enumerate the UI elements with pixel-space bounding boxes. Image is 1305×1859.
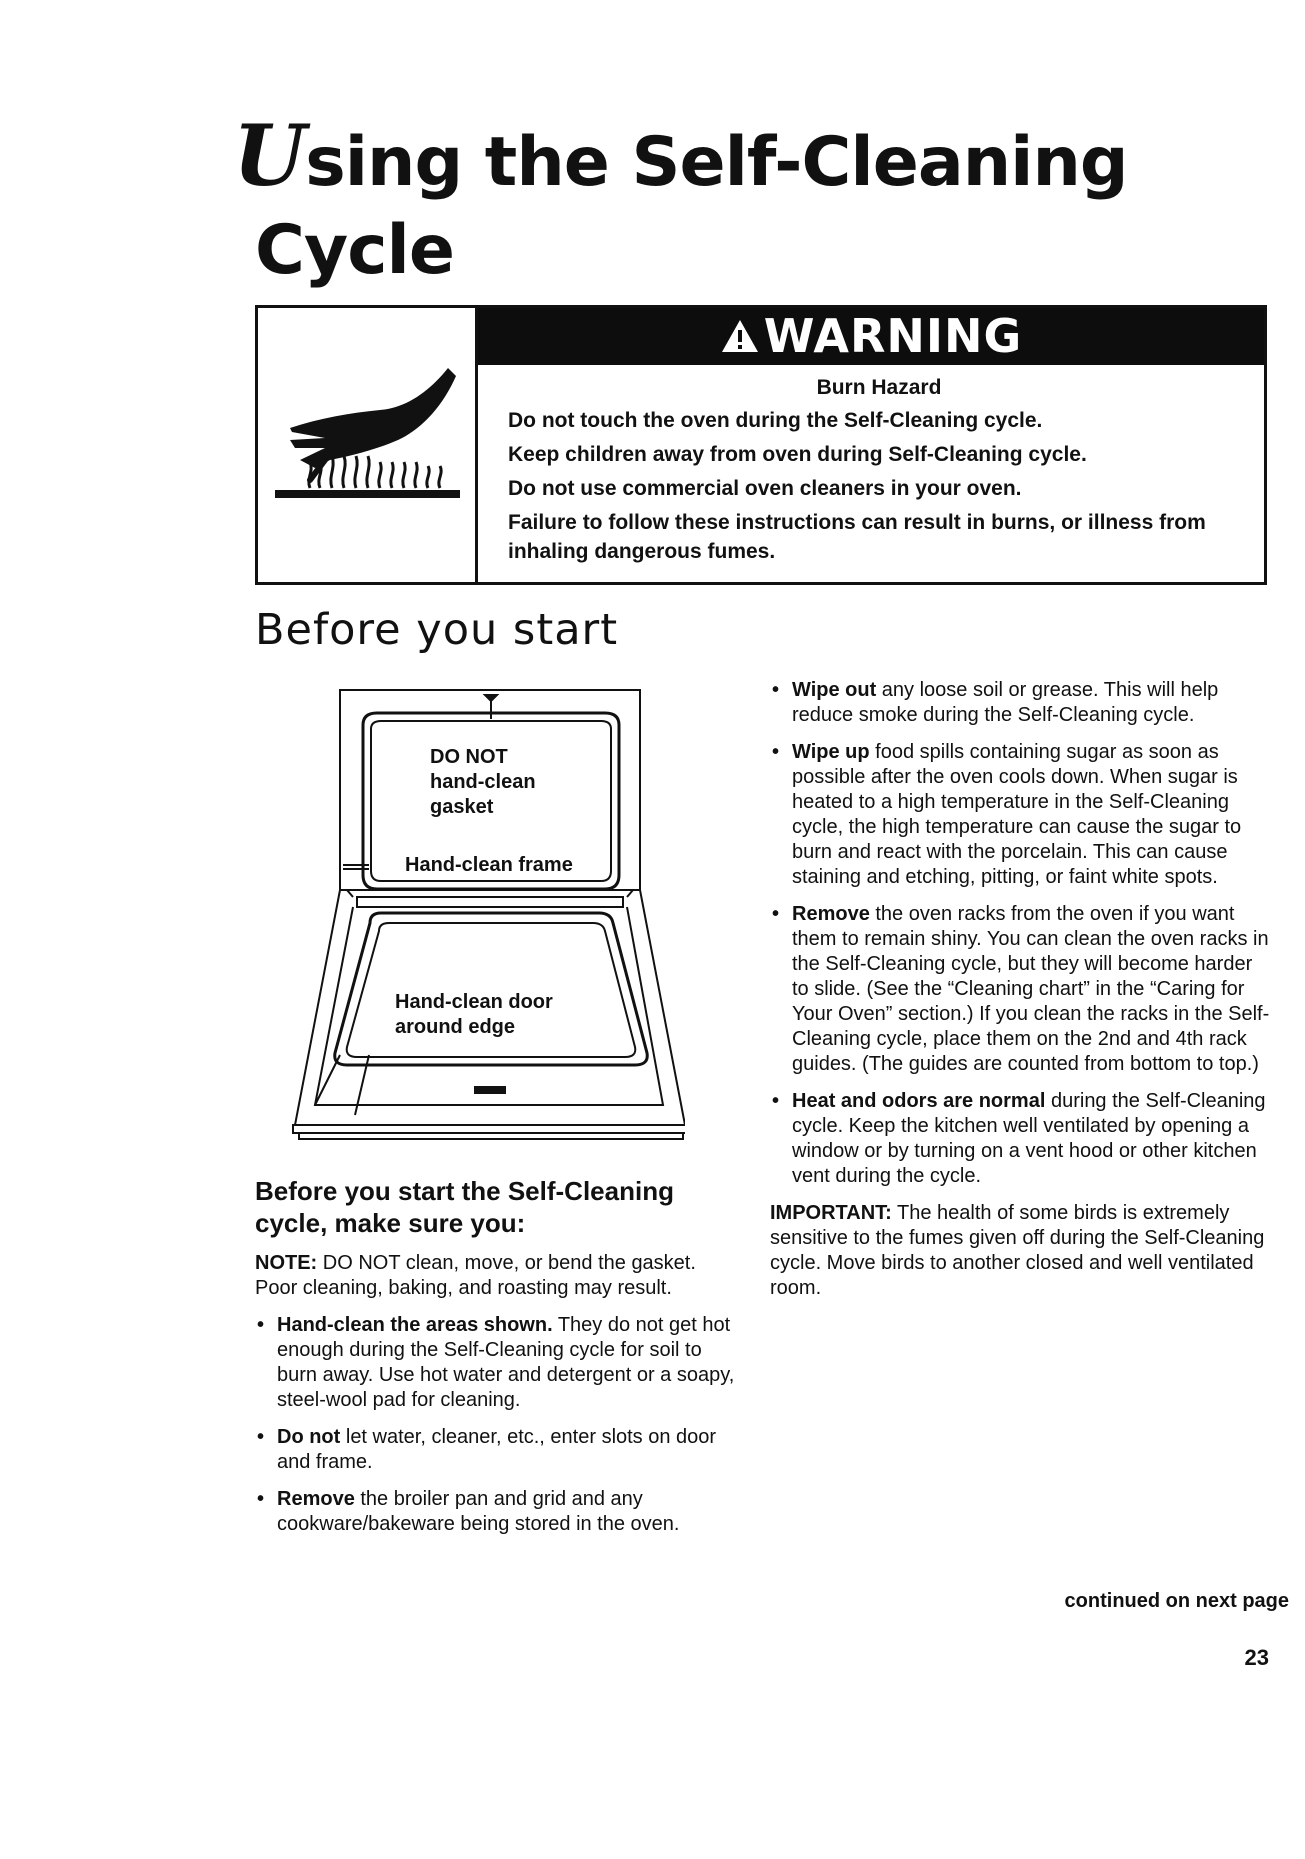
warning-triangle-icon: [720, 318, 760, 354]
list-item: [770, 1089, 1270, 1189]
bullet-text: let water, cleaner, etc., enter slots on door and frame.: [277, 1426, 717, 1473]
bullet-text: any loose soil or grease. This will help reduce smoke during the Self-Cleaning cycle.: [792, 679, 1219, 726]
title-line-2: Cycle: [255, 211, 454, 290]
left-column: [255, 1175, 735, 1549]
warning-header: [478, 308, 1264, 365]
note-label: NOTE:: [255, 1252, 318, 1274]
warning-line: Do not use commercial oven cleaners in your oven.: [508, 477, 1022, 500]
warning-line: Do not touch the oven during the Self-Cleaning cycle.: [508, 409, 1043, 432]
hot-surface-hand-icon: [270, 368, 465, 498]
bullet-text: They do not get hot enough during the Self-Cleaning cycle for soil to burn away. Use hot water and detergent or a soapy, steel-wool pad for cleaning.: [277, 1314, 735, 1411]
label-door-line: Hand-clean door: [395, 991, 553, 1013]
burn-hazard-label: Burn Hazard: [816, 376, 942, 399]
list-item: [770, 678, 1270, 728]
label-frame: Hand-clean frame: [405, 854, 573, 876]
important-label: IMPORTANT:: [770, 1202, 892, 1224]
label-gasket-line: gasket: [430, 796, 494, 818]
list-item: [255, 1425, 735, 1475]
list-item: [770, 740, 1270, 890]
note-text: DO NOT clean, move, or bend the gasket. Poor cleaning, baking, and roasting may result.: [255, 1252, 696, 1299]
right-column: [770, 678, 1270, 1301]
page-number: 23: [1244, 1645, 1269, 1670]
section-heading: Before you start: [255, 605, 619, 655]
right-bullet-list: [770, 678, 1270, 1189]
bullet-text: the oven racks from the oven if you want them to remain shiny. You can clean the oven racks in the Self-Cleaning cycle, but they will become harder to slide. (See the “Cleaning chart” in the “Caring for Your Oven” section.) If you clean the racks in the Self-Cleaning cycle, place them on the 2nd and 4th rack guides. (The guides are counted from bottom to top.): [792, 903, 1270, 1075]
warning-icon-cell: [258, 308, 478, 582]
bullet-text: food spills containing sugar as soon as possible after the oven cools down. When sugar is heated to a high temperature in the Self-Cleaning cycle, the high temperature can cause the sugar to burn and react with the porcelain. This can cause staining and etching, pitting, or faint white spots.: [792, 741, 1242, 888]
warning-body: [508, 373, 1250, 571]
warning-box: [255, 305, 1267, 585]
title-line-1-text: sing the Self-Cleaning: [305, 123, 1128, 202]
bullet-lead: Remove: [277, 1488, 355, 1510]
continued-note: continued on next page: [1064, 1590, 1289, 1612]
list-item: [255, 1313, 735, 1413]
label-gasket-line: DO NOT: [430, 746, 508, 768]
title-line-1: [233, 106, 1128, 207]
title-drop-cap: U: [233, 106, 306, 205]
page-title: [233, 106, 1128, 295]
label-gasket-line: hand-clean: [430, 771, 536, 793]
list-item: [255, 1487, 735, 1537]
important-text: The health of some birds is extremely sensitive to the fumes given off during the Self-Cleaning cycle. Move birds to another closed and well ventilated room.: [770, 1202, 1265, 1299]
bullet-lead: Hand-clean the areas shown.: [277, 1314, 553, 1336]
bullet-lead: Do not: [277, 1426, 341, 1448]
bullet-lead: Remove: [792, 903, 870, 925]
note-paragraph: [255, 1251, 735, 1301]
label-gasket: [430, 745, 536, 820]
checklist-heading: Before you start the Self-Cleaning cycle, make sure you:: [255, 1176, 674, 1238]
bullet-text: the broiler pan and grid and any cookware/bakeware being stored in the oven.: [277, 1488, 680, 1535]
bullet-lead: Heat and odors are normal: [792, 1090, 1046, 1112]
warning-line: Keep children away from oven during Self-Cleaning cycle.: [508, 443, 1087, 466]
warning-header-text: WARNING: [763, 309, 1023, 363]
important-paragraph: [770, 1201, 1270, 1301]
bullet-text: during the Self-Cleaning cycle. Keep the kitchen well ventilated by opening a window or by turning on a vent hood or other kitchen vent during the cycle.: [792, 1090, 1266, 1187]
label-door-line: around edge: [395, 1016, 516, 1038]
bullet-lead: Wipe up: [792, 741, 870, 763]
warning-line: Failure to follow these instructions can result in burns, or illness from inhaling dangerous fumes.: [508, 511, 1206, 563]
bullet-lead: Wipe out: [792, 679, 877, 701]
list-item: [770, 902, 1270, 1077]
left-bullet-list: [255, 1313, 735, 1537]
label-door: [395, 990, 553, 1040]
oven-door-figure: [285, 685, 685, 1155]
